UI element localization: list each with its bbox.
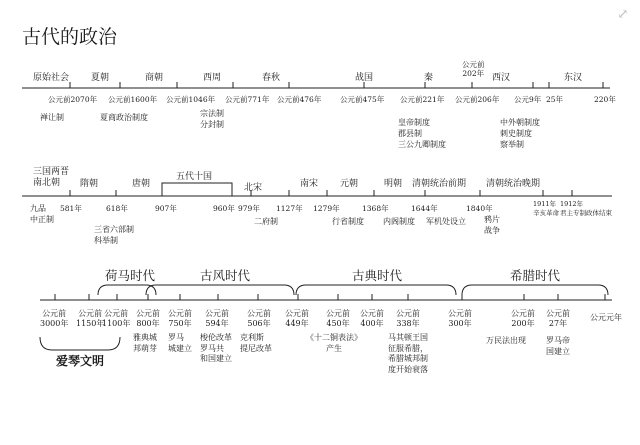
date-label: 公元前475年 xyxy=(340,95,385,104)
era-label: 北宋 xyxy=(244,183,263,193)
date-label: 公元前476年 xyxy=(277,95,322,104)
date-label: 公元前 1150年 xyxy=(76,309,105,328)
date-label: 公元前771年 xyxy=(225,95,270,104)
era-label: 战国 xyxy=(355,73,374,83)
era-label: 南宋 xyxy=(300,179,319,189)
era-label: 清朝统治前期 xyxy=(412,179,467,189)
date-label: 公元9年 xyxy=(514,95,542,104)
system-label: 内阁制度 xyxy=(383,217,415,226)
date-label: 907年 xyxy=(155,204,177,213)
date-label: 1368年 xyxy=(362,204,389,213)
date-label: 公元前206年 xyxy=(455,95,500,104)
date-label: 公元前2070年 xyxy=(48,95,98,104)
system-label: 三省六部制 科举制 xyxy=(94,225,134,245)
system-label: 九品 中正制 xyxy=(30,204,54,224)
event-label: 马其顿王国 征服希腊， 希腊城邦制 度开始衰落 xyxy=(388,333,428,374)
greek-era-label: 荷马时代 xyxy=(105,268,156,283)
system-label: 宗法制 分封制 xyxy=(200,109,224,129)
event-label: 梭伦改革 罗马共 和国建立 xyxy=(200,333,232,363)
system-label: 禅让制 xyxy=(40,113,64,122)
event-label: 罗马帝 国建立 xyxy=(546,336,570,356)
date-label: 公元前 400年 xyxy=(360,309,384,328)
aegean-civilization-label: 爱琴文明 xyxy=(56,354,105,368)
event-label: 雅典城 邦萌芽 xyxy=(133,333,157,353)
era-label: 明朝 xyxy=(384,179,403,189)
date-label: 1912年 君主专制政体结束 xyxy=(560,200,612,217)
era-label: 五代十国 xyxy=(176,172,213,182)
era-label: 春秋 xyxy=(262,73,281,83)
date-label: 公元前 750年 xyxy=(168,309,192,328)
event-label: 《十二铜表法》 产生 xyxy=(306,333,362,353)
greek-era-label: 古风时代 xyxy=(200,268,251,283)
date-label: 1279年 xyxy=(313,204,340,213)
date-label: 25年 xyxy=(546,95,564,104)
era-label: 西汉 xyxy=(492,73,511,83)
era-label: 元朝 xyxy=(340,179,359,189)
date-label: 公元前 338年 xyxy=(396,309,420,328)
page-title: 古代的政治 xyxy=(22,26,118,48)
date-label: 公元前1046年 xyxy=(166,95,216,104)
system-label: 皇帝制度 郡县制 三公九卿制度 xyxy=(398,118,446,149)
system-label: 中外朝制度 刺史制度 察举制 xyxy=(500,118,540,149)
date-label: 公元前 1100年 xyxy=(102,309,131,328)
date-label: 公元前 300年 xyxy=(448,309,472,328)
date-label: 公元前 202年 xyxy=(462,60,485,78)
date-label: 1644年 xyxy=(411,204,438,213)
date-label: 公元元年 xyxy=(590,313,622,322)
system-label: 夏商政治制度 xyxy=(100,113,148,122)
date-label: 公元前 449年 xyxy=(285,309,309,328)
date-label: 公元前 450年 xyxy=(326,309,350,328)
date-label: 220年 xyxy=(594,95,616,104)
greek-era-label: 古典时代 xyxy=(352,268,403,283)
era-label: 原始社会 xyxy=(33,73,70,83)
era-label: 隋朝 xyxy=(80,179,99,189)
date-label: 公元前 594年 xyxy=(205,309,229,328)
expand-icon[interactable]: ⤢ xyxy=(617,7,629,22)
era-label: 唐朝 xyxy=(132,179,151,189)
greek-era-label: 希腊时代 xyxy=(510,268,561,283)
event-label: 罗马 城建立 xyxy=(168,333,192,353)
system-label: 军机处设立 xyxy=(426,217,466,226)
era-label: 三国两晋 南北朝 xyxy=(33,167,70,188)
date-label: 960年 xyxy=(213,204,235,213)
date-label: 1127年 xyxy=(276,204,303,213)
date-label: 1911年 辛亥革命 xyxy=(533,200,559,217)
date-label: 公元前 3000年 xyxy=(40,309,69,328)
event-label: 克利斯 提尼改革 xyxy=(240,333,272,353)
era-label: 夏朝 xyxy=(91,73,110,83)
date-label: 979年 xyxy=(238,204,260,213)
date-label: 公元前221年 xyxy=(400,95,445,104)
era-label: 商朝 xyxy=(145,73,164,83)
era-label: 西周 xyxy=(203,73,222,83)
date-label: 公元前 506年 xyxy=(247,309,271,328)
system-label: 鸦片 战争 xyxy=(484,215,500,235)
era-label: 秦 xyxy=(424,73,434,83)
era-label: 清朝统治晚期 xyxy=(486,179,541,189)
date-label: 581年 xyxy=(60,204,82,213)
date-label: 1840年 xyxy=(466,204,493,213)
era-label: 东汉 xyxy=(564,73,583,83)
system-label: 行省制度 xyxy=(332,217,364,226)
system-label: 二府制 xyxy=(254,217,278,226)
date-label: 公元前 27年 xyxy=(546,309,570,328)
date-label: 公元前1600年 xyxy=(108,95,158,104)
date-label: 公元前 800年 xyxy=(136,309,160,328)
date-label: 公元前 200年 xyxy=(511,309,535,328)
date-label: 618年 xyxy=(106,204,128,213)
event-label: 万民法出现 xyxy=(486,336,526,345)
